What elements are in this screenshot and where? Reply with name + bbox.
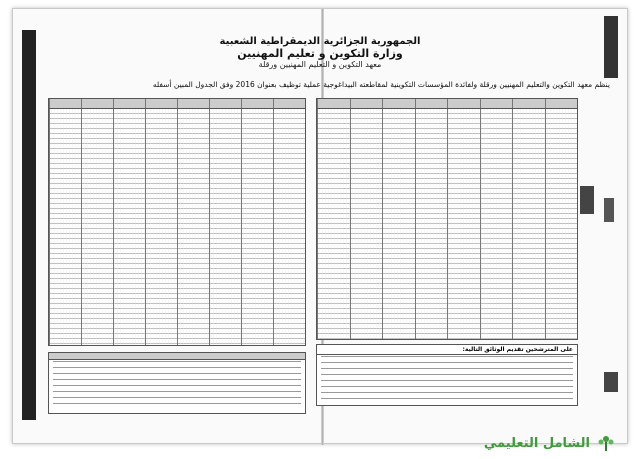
ministry-title: وزارة التكوين و تعليم المهنيين (237, 46, 403, 60)
documents-box (316, 344, 578, 406)
left-margin-strip (22, 30, 36, 420)
section-marker (604, 198, 614, 222)
announcement-header (200, 36, 440, 69)
conditions-box (48, 352, 306, 414)
right-margin-strip (604, 16, 618, 416)
positions-table-left (48, 98, 306, 346)
positions-table-right (316, 98, 578, 340)
table-header (317, 99, 577, 109)
table-header (49, 99, 305, 109)
watermark-text: الشامل التعليمي (483, 435, 590, 451)
table-columns (49, 109, 305, 345)
masthead-block (604, 16, 618, 78)
documents-title: على المترشحين تقديم الوثائق التالية: (317, 345, 577, 355)
page-number-block (604, 372, 618, 392)
republic-title: الجمهورية الجزائرية الديمقراطية الشعبية (219, 36, 421, 47)
conditions-header (49, 353, 305, 360)
table-columns (317, 109, 577, 339)
newspaper-logo-tab (580, 186, 594, 214)
documents-text (321, 356, 573, 401)
tree-logo-icon (596, 433, 616, 453)
announcement-intro: ينظم معهد التكوين والتعليم المهنيين ورقلة ولفائدة المؤسسات التكوينية لمقاطعته البيداغوجية عملية توظيف بعنوان 2016 وفق الجدول المبين أسفله (152, 80, 610, 89)
conditions-text (53, 361, 301, 409)
watermark (484, 433, 616, 453)
institute-title: معهد التكوين و التعليم المهنيين ورقلة (258, 60, 382, 70)
